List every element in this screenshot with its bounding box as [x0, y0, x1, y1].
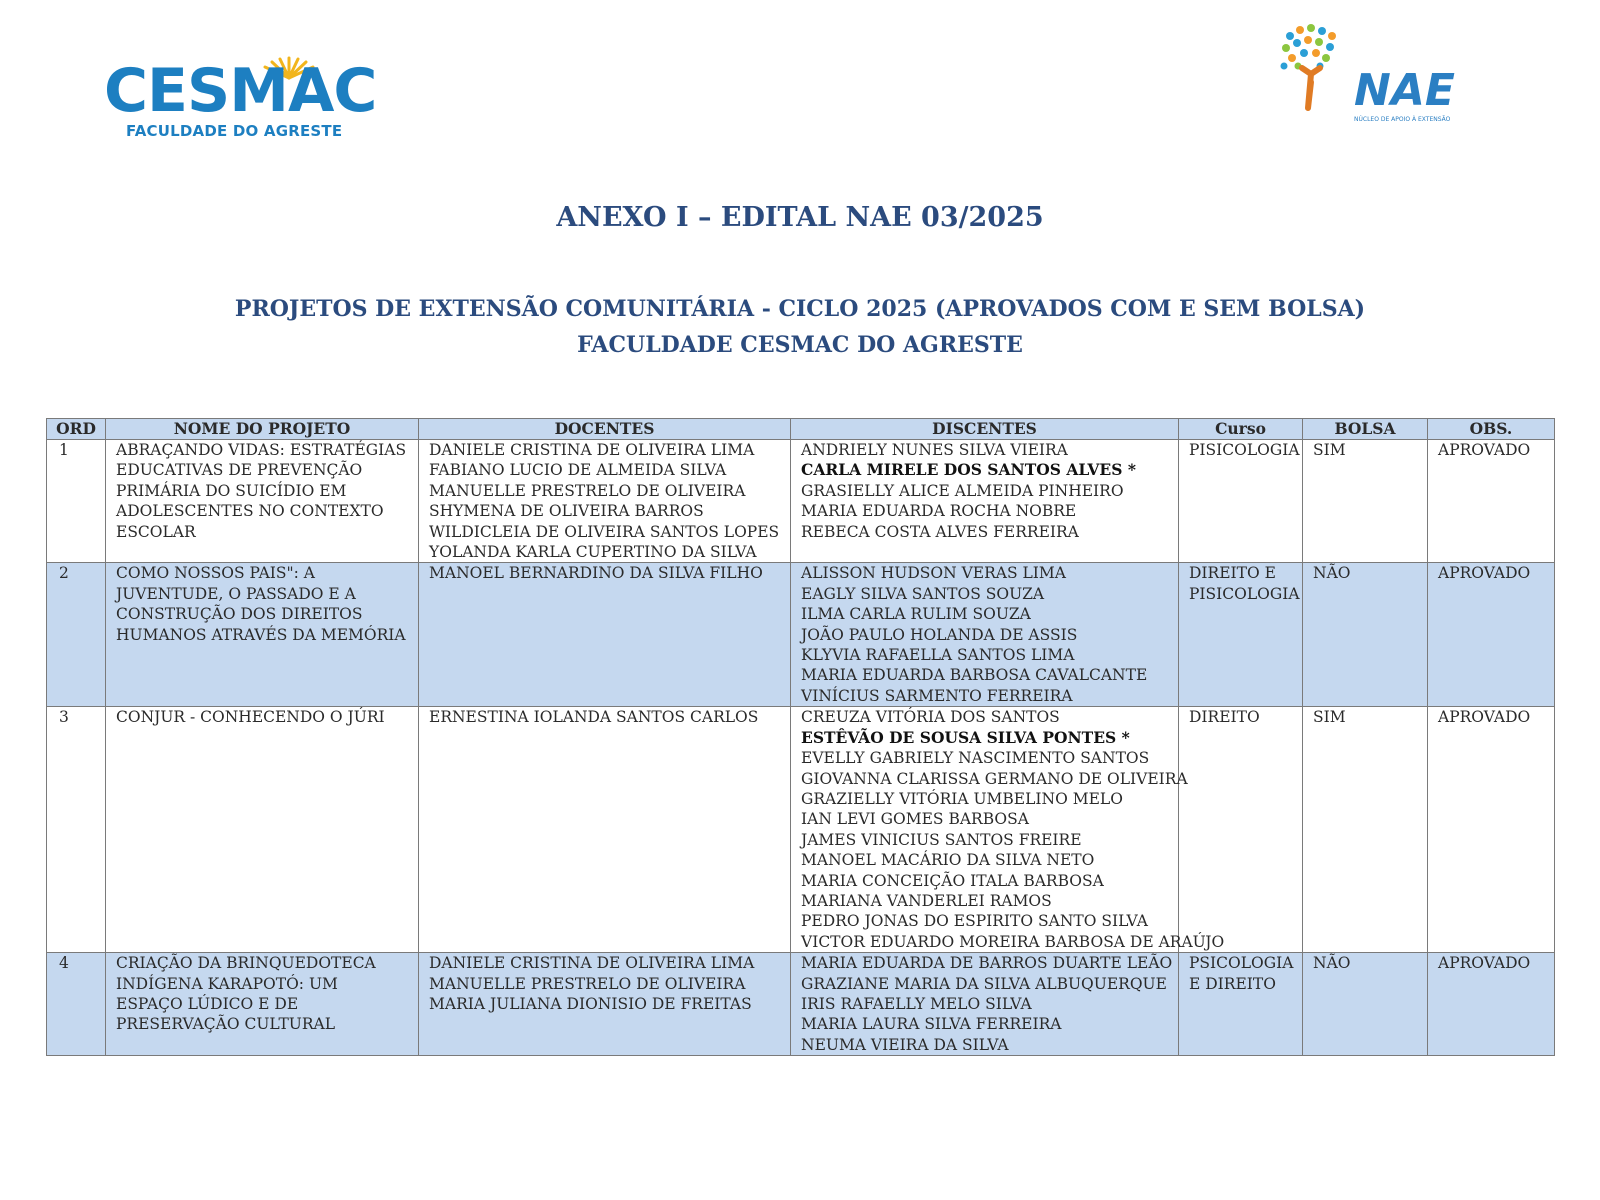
cell-docentes: [419, 953, 791, 1056]
cesmac-subtitle: FACULDADE DO AGRESTE: [126, 122, 343, 140]
discente-name: MARIANA VANDERLEI RAMOS: [801, 891, 1052, 910]
cell-curso: [1179, 440, 1303, 563]
header-bolsa: BOLSA: [1303, 419, 1428, 440]
discente-name: GRAZIELLY VITÓRIA UMBELINO MELO: [801, 789, 1123, 808]
docente-name: WILDICLEIA DE OLIVEIRA SANTOS LOPES: [429, 522, 780, 541]
header-nome: NOME DO PROJETO: [106, 419, 419, 440]
cell-bolsa: [1303, 563, 1428, 707]
obs-value: APROVADO: [1438, 954, 1531, 973]
docente-name: SHYMENA DE OLIVEIRA BARROS: [429, 502, 704, 521]
discente-name: ANDRIELY NUNES SILVA VIEIRA: [801, 441, 1068, 459]
page-subtitle: PROJETOS DE EXTENSÃO COMUNITÁRIA - CICLO 2025 (APROVADOS COM E SEM BOLSA): [234, 296, 1366, 322]
discente-name: MARIA LAURA SILVA FERREIRA: [801, 1015, 1062, 1034]
docente-name: DANIELE CRISTINA DE OLIVEIRA LIMA: [429, 954, 755, 973]
project-name: COMO NOSSOS PAIS": A JUVENTUDE, O PASSADO E A CONSTRUÇÃO DOS DIREITOS HUMANOS ATRAVÉS DA MEMÓRIA: [116, 564, 406, 644]
cell-obs: [1428, 440, 1555, 563]
cell-project-name: [106, 707, 419, 953]
discente-name: GRASIELLY ALICE ALMEIDA PINHEIRO: [801, 481, 1124, 500]
nae-subtitle: NÚCLEO DE APOIO À EXTENSÃO: [1354, 116, 1451, 123]
table-row: [47, 563, 1555, 707]
cell-obs: [1428, 563, 1555, 707]
discente-name: KLYVIA RAFAELLA SANTOS LIMA: [801, 646, 1075, 665]
discente-name: CREUZA VITÓRIA DOS SANTOS: [801, 708, 1060, 727]
discente-name: IAN LEVI GOMES BARBOSA: [801, 810, 1029, 829]
discente-name: MARIA CONCEIÇÃO ITALA BARBOSA: [801, 871, 1104, 890]
page-title: ANEXO I – EDITAL NAE 03/2025: [556, 202, 1044, 233]
header-obs: OBS.: [1428, 419, 1555, 440]
discente-name: VINÍCIUS SARMENTO FERREIRA: [801, 686, 1073, 705]
cell-discentes: [791, 563, 1179, 707]
discente-name: JOÃO PAULO HOLANDA DE ASSIS: [801, 625, 1078, 644]
cell-curso: [1179, 563, 1303, 707]
page-subtitle-institution: FACULDADE CESMAC DO AGRESTE: [577, 332, 1023, 358]
cell-obs: [1428, 707, 1555, 953]
bolsa-value: SIM: [1313, 441, 1346, 459]
cell-obs: [1428, 953, 1555, 1056]
cell-ord: [47, 440, 106, 563]
project-name: CONJUR - CONHECENDO O JÚRI: [116, 708, 385, 727]
discente-name: MARIA EDUARDA ROCHA NOBRE: [801, 502, 1077, 521]
cell-docentes: [419, 440, 791, 563]
docente-name: DANIELE CRISTINA DE OLIVEIRA LIMA: [429, 441, 755, 459]
header-docentes: DOCENTES: [419, 419, 791, 440]
cell-ord: [47, 563, 106, 707]
discente-name: NEUMA VIEIRA DA SILVA: [801, 1035, 1009, 1054]
ord-value: 2: [59, 564, 69, 583]
discente-name: ILMA CARLA RULIM SOUZA: [801, 605, 1031, 624]
docente-name: MANUELLE PRESTRELO DE OLIVEIRA: [429, 481, 746, 500]
ord-value: 4: [59, 954, 69, 973]
obs-value: APROVADO: [1438, 564, 1531, 583]
table-row: [47, 440, 1555, 563]
discente-name: MARIA EDUARDA DE BARROS DUARTE LEÃO: [801, 954, 1173, 973]
discente-name: PEDRO JONAS DO ESPIRITO SANTO SILVA: [801, 912, 1148, 931]
table-header-row: [47, 419, 1555, 440]
discente-name: CARLA MIRELE DOS SANTOS ALVES *: [801, 460, 1136, 480]
discente-name: VICTOR EDUARDO MOREIRA BARBOSA DE ARAÚJO: [801, 932, 1225, 951]
tree-dots-icon: [1278, 22, 1358, 112]
bolsa-value: NÃO: [1313, 954, 1351, 973]
cell-bolsa: [1303, 707, 1428, 953]
project-name: CRIAÇÃO DA BRINQUEDOTECA INDÍGENA KARAPOTÓ: UM ESPAÇO LÚDICO E DE PRESERVAÇÃO CULTURAL: [116, 954, 376, 1034]
discente-name: EAGLY SILVA SANTOS SOUZA: [801, 584, 1045, 603]
cell-docentes: [419, 707, 791, 953]
discente-name: MANOEL MACÁRIO DA SILVA NETO: [801, 851, 1095, 870]
cell-project-name: [106, 563, 419, 707]
cell-ord: [47, 707, 106, 953]
cell-project-name: [106, 440, 419, 563]
project-name: ABRAÇANDO VIDAS: ESTRATÉGIAS EDUCATIVAS DE PREVENÇÃO PRIMÁRIA DO SUICÍDIO EM ADOLESCENTES NO CONTEXTO ESCOLAR: [116, 441, 407, 541]
discente-name: ALISSON HUDSON VERAS LIMA: [801, 564, 1066, 583]
table-row: [47, 707, 1555, 953]
discente-name: ESTÊVÃO DE SOUSA SILVA PONTES *: [801, 727, 1130, 747]
curso-value: PISICOLOGIA: [1189, 441, 1300, 459]
docente-name: ERNESTINA IOLANDA SANTOS CARLOS: [429, 708, 759, 727]
nae-wordmark: NAE: [1354, 65, 1455, 116]
cell-bolsa: [1303, 953, 1428, 1056]
docente-name: MANOEL BERNARDINO DA SILVA FILHO: [429, 564, 763, 583]
bolsa-value: SIM: [1313, 708, 1346, 727]
discente-name: EVELLY GABRIELY NASCIMENTO SANTOS: [801, 749, 1150, 768]
discente-name: IRIS RAFAELLY MELO SILVA: [801, 994, 1032, 1013]
cell-discentes: [791, 440, 1179, 563]
cell-bolsa: [1303, 440, 1428, 563]
cell-curso: [1179, 707, 1303, 953]
discente-name: JAMES VINICIUS SANTOS FREIRE: [801, 830, 1082, 849]
cell-ord: [47, 953, 106, 1056]
header-ord: ORD: [47, 419, 106, 440]
docente-name: MARIA JULIANA DIONISIO DE FREITAS: [429, 994, 752, 1013]
discente-name: GIOVANNA CLARISSA GERMANO DE OLIVEIRA: [801, 769, 1188, 788]
obs-value: APROVADO: [1438, 441, 1531, 459]
cesmac-wordmark: CESMAC: [104, 56, 377, 126]
cell-discentes: [791, 953, 1179, 1056]
discente-name: MARIA EDUARDA BARBOSA CAVALCANTE: [801, 666, 1148, 685]
discente-name: REBECA COSTA ALVES FERREIRA: [801, 522, 1079, 541]
table-row: [47, 953, 1555, 1056]
nae-logo: [1308, 22, 1498, 132]
obs-value: APROVADO: [1438, 708, 1531, 727]
docente-name: FABIANO LUCIO DE ALMEIDA SILVA: [429, 461, 727, 480]
projects-table: [46, 418, 1555, 1056]
cell-project-name: [106, 953, 419, 1056]
curso-value: DIREITO E PISICOLOGIA: [1189, 564, 1300, 603]
ord-value: 1: [59, 441, 69, 459]
docente-name: YOLANDA KARLA CUPERTINO DA SILVA: [429, 543, 757, 562]
curso-value: PSICOLOGIA E DIREITO: [1189, 954, 1294, 993]
curso-value: DIREITO: [1189, 708, 1260, 727]
cell-curso: [1179, 953, 1303, 1056]
docente-name: MANUELLE PRESTRELO DE OLIVEIRA: [429, 974, 746, 993]
header-curso: Curso: [1179, 419, 1303, 440]
bolsa-value: NÃO: [1313, 564, 1351, 583]
cesmac-logo: [104, 56, 384, 146]
header-discentes: DISCENTES: [791, 419, 1179, 440]
discente-name: GRAZIANE MARIA DA SILVA ALBUQUERQUE: [801, 974, 1167, 993]
ord-value: 3: [59, 708, 69, 727]
cell-docentes: [419, 563, 791, 707]
